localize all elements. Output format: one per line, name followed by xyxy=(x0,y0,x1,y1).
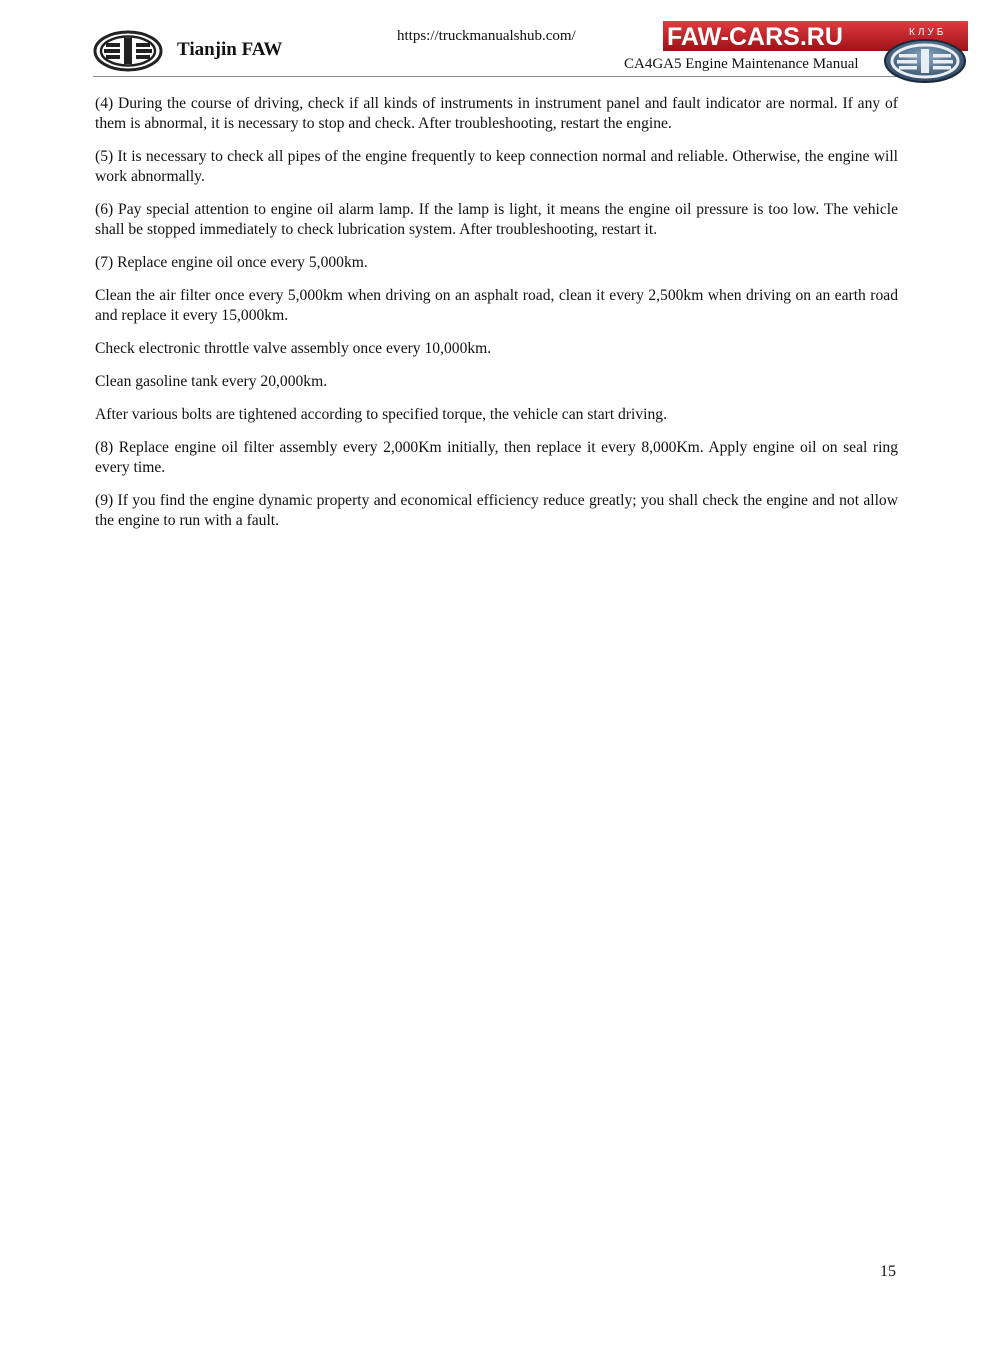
faw-logo-icon xyxy=(93,30,163,72)
page-header xyxy=(0,0,993,90)
paragraph-6: (6) Pay special attention to engine oil alarm lamp. If the lamp is light, it means the engine oil pressure is too low. The vehicle shall be stopped immediately to check lubrication system. After troubleshooting, restart it. xyxy=(95,201,898,238)
company-name: Tianjin FAW xyxy=(177,39,283,60)
paragraph-tank: Clean gasoline tank every 20,000km. xyxy=(95,373,328,390)
paragraph-5: (5) It is necessary to check all pipes of the engine frequently to keep connection normal and reliable. Otherwise, the engine will work abnormally. xyxy=(95,148,898,185)
source-url[interactable]: https://truckmanualshub.com/ xyxy=(397,28,576,44)
paragraph-4: (4) During the course of driving, check if all kinds of instruments in instrument panel and fault indicator are normal. If any of them is abnormal, it is necessary to stop and check. After troubleshooting, restart the engine. xyxy=(95,95,898,132)
paragraph-9: (9) If you find the engine dynamic property and economical efficiency reduce greatly; you shall check the engine and not allow the engine to run with a fault. xyxy=(95,492,898,529)
club-text: FAW-CARS.RU xyxy=(667,23,843,51)
page-body xyxy=(95,94,898,544)
page-number: 15 xyxy=(880,1263,896,1280)
paragraph-7: (7) Replace engine oil once every 5,000km. xyxy=(95,254,368,271)
paragraph-bolts: After various bolts are tightened according to specified torque, the vehicle can start driving. xyxy=(95,406,668,423)
document-title: CA4GA5 Engine Maintenance Manual xyxy=(624,56,859,72)
paragraph-throttle: Check electronic throttle valve assembly once every 10,000km. xyxy=(95,340,492,357)
club-banner-logo xyxy=(663,21,968,83)
paragraph-air-filter: Clean the air filter once every 5,000km when driving on an asphalt road, clean it every 2,500km when driving on an earth road and replace it every 15,000km. xyxy=(95,287,898,324)
club-sub-text: КЛУБ xyxy=(909,27,947,38)
paragraph-8: (8) Replace engine oil filter assembly every 2,000Km initially, then replace it every 8,000Km. Apply engine oil on seal ring every time. xyxy=(95,439,898,476)
